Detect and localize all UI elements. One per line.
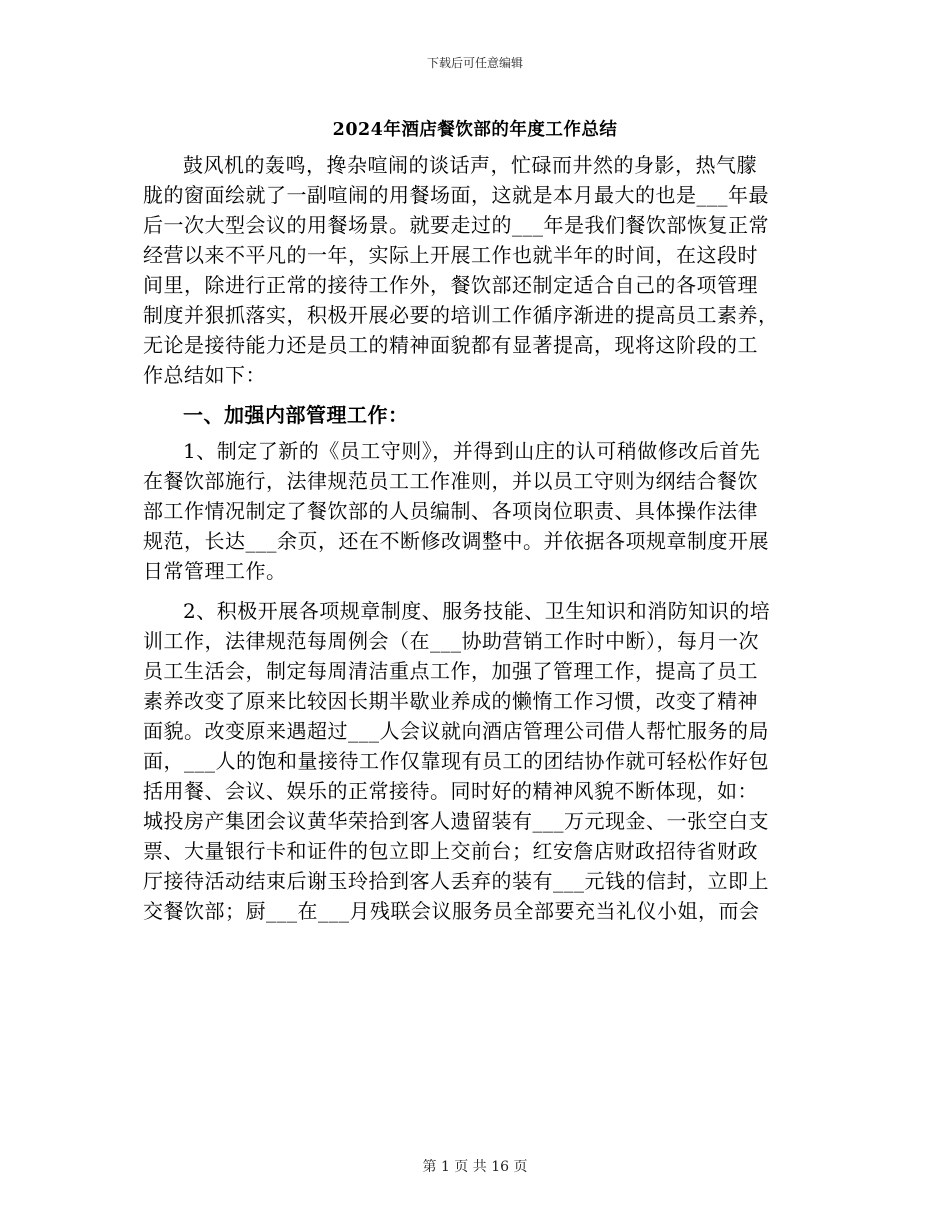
- section-heading: 一、加强内部管理工作：: [183, 403, 409, 427]
- item-2-paragraph: [143, 596, 807, 926]
- text-line: 面，___人的饱和量接待工作仅靠现有员工的团结协作就可轻松作好包: [143, 749, 769, 773]
- text-line: 票、大量银行卡和证件的包立即上交前台；红安詹店财政招待省财政: [143, 839, 758, 863]
- text-line: 厅接待活动结束后谢玉玲拾到客人丢弃的装有___元钱的信封，立即上: [143, 869, 769, 893]
- section-1: [143, 400, 807, 430]
- text-line: 无论是接待能力还是员工的精神面貌都有显著提高，现将这阶段的工: [143, 333, 758, 357]
- text-line: 制度并狠抓落实，积极开展必要的培训工作循序渐进的提高员工素养，: [143, 303, 779, 327]
- text-line: 在餐饮部施行，法律规范员工工作准则，并以员工守则为纲结合餐饮: [143, 469, 758, 493]
- text-line: 素养改变了原来比较因长期半歇业养成的懒惰工作习惯，改变了精神: [143, 689, 758, 713]
- text-line: 城投房产集团会议黄华荣拾到客人遗留装有___万元现金、一张空白支: [143, 809, 769, 833]
- text-line: 训工作，法律规范每周例会（在___协助营销工作时中断），每月一次: [143, 629, 759, 653]
- text-line: 后一次大型会议的用餐场景。就要走过的___年是我们餐饮部恢复正常: [143, 213, 769, 237]
- text-line: 间里，除进行正常的接待工作外，餐饮部还制定适合自己的各项管理: [143, 273, 758, 297]
- text-line: 面貌。改变原来遇超过___人会议就向酒店管理公司借人帮忙服务的局: [143, 719, 769, 743]
- item-1-paragraph: [143, 436, 807, 586]
- document-body: [143, 150, 807, 926]
- text-line: 2、积极开展各项规章制度、服务技能、卫生知识和消防知识的培: [183, 599, 771, 623]
- page-number: 第 1 页 共 16 页: [422, 1159, 528, 1175]
- text-line: 鼓风机的轰鸣，搀杂喧闹的谈话声，忙碌而井然的身影，热气朦: [183, 153, 757, 177]
- text-line: 日常管理工作。: [143, 559, 287, 583]
- document-title: 2024年酒店餐饮部的年度工作总结: [332, 120, 618, 140]
- text-line: 交餐饮部；厨___在___月残联会议服务员全部要充当礼仪小姐，而会: [143, 899, 760, 923]
- text-line: 作总结如下：: [143, 363, 266, 387]
- text-line: 括用餐、会议、娱乐的正常接待。同时好的精神风貌不断体现，如：: [143, 779, 758, 803]
- text-line: 经营以来不平凡的一年，实际上开展工作也就半年的时间，在这段时: [143, 243, 758, 267]
- text-line: 1、制定了新的《员工守则》，并得到山庄的认可稍做修改后首先: [183, 439, 761, 463]
- text-line: 胧的窗面绘就了一副喧闹的用餐场面，这就是本月最大的也是___年最: [143, 183, 769, 207]
- text-line: 规范，长达___余页，还在不断修改调整中。并依据各项规章制度开展: [143, 529, 769, 553]
- intro-paragraph: [143, 150, 807, 390]
- text-line: 部工作情况制定了餐饮部的人员编制、各项岗位职责、具体操作法律: [143, 499, 758, 523]
- page-header-note: 下载后可任意编辑: [426, 56, 523, 70]
- text-line: 员工生活会，制定每周清洁重点工作，加强了管理工作，提高了员工: [143, 659, 758, 683]
